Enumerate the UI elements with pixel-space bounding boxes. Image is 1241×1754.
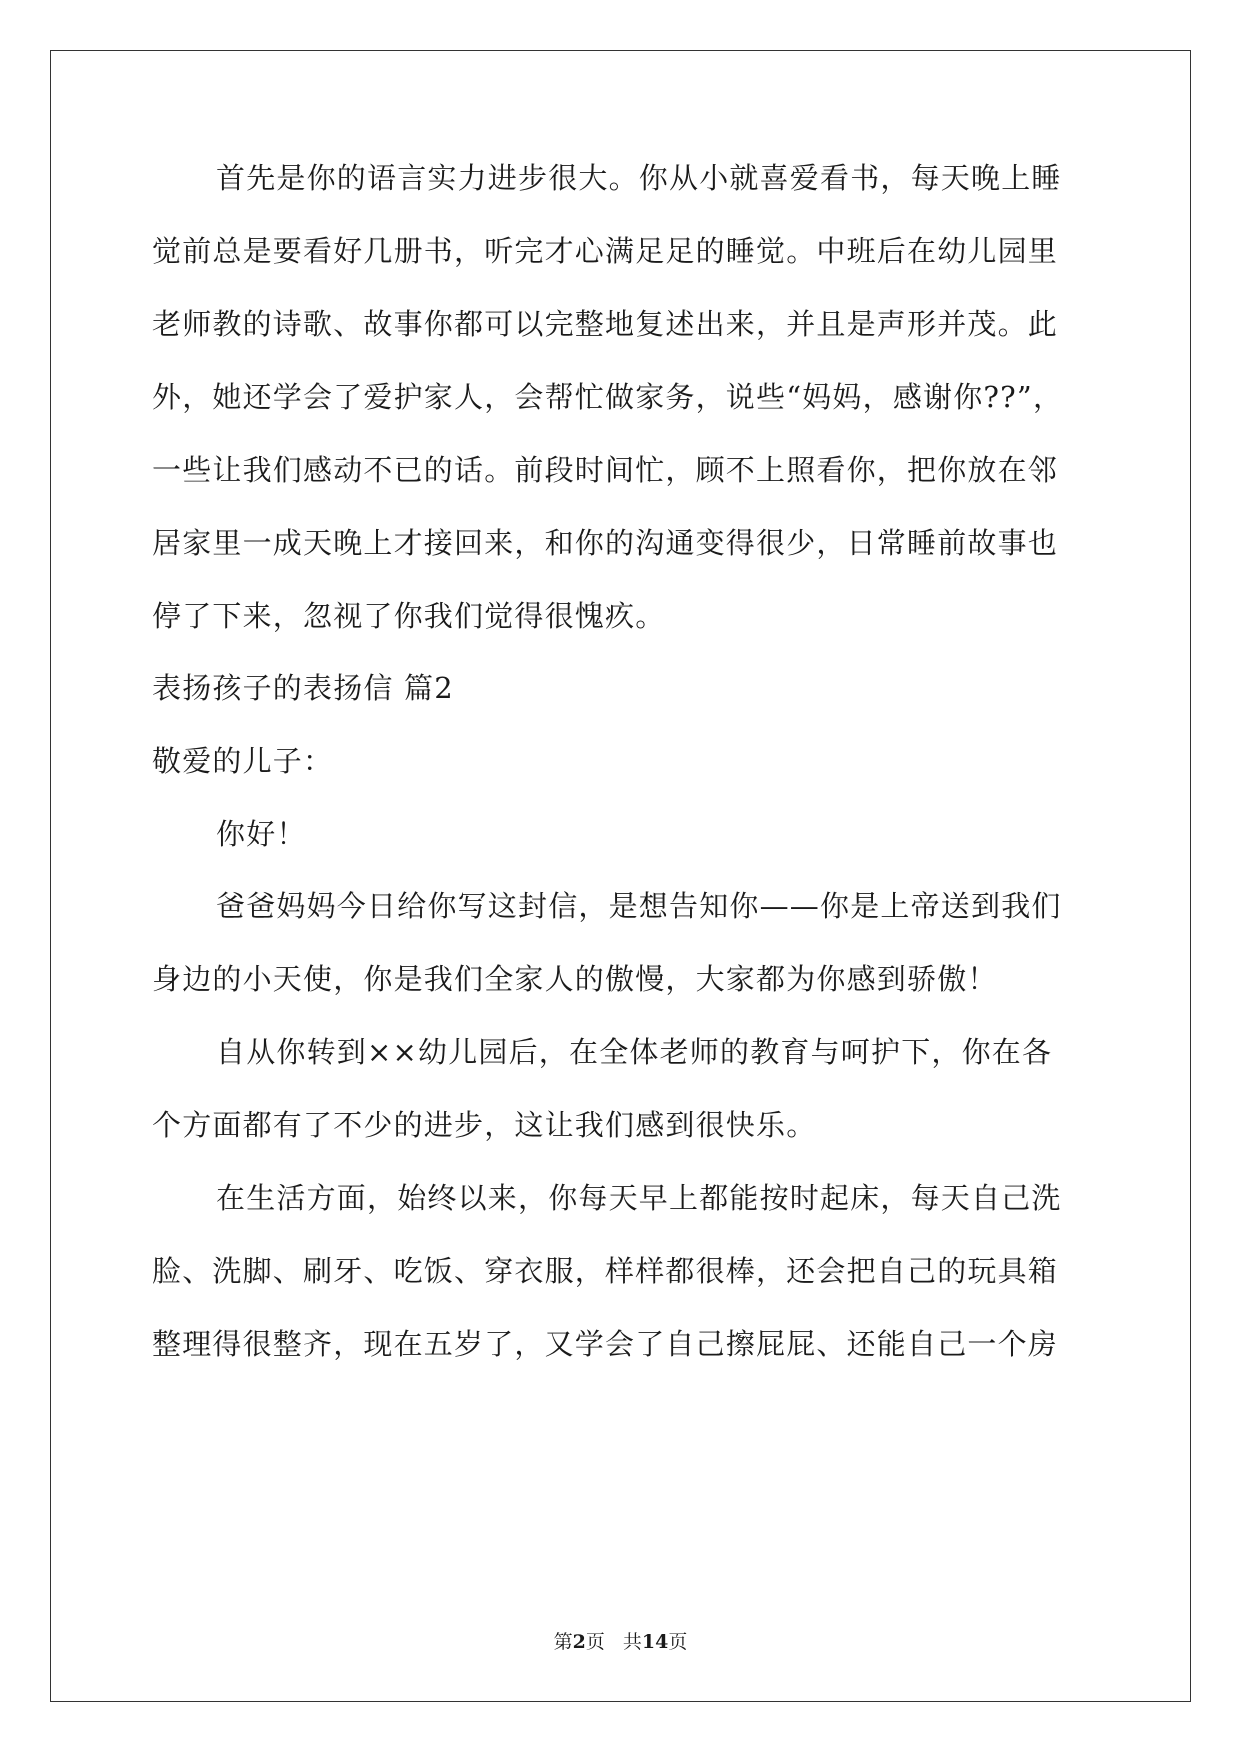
salutation: 敬爱的儿子： [152, 744, 334, 778]
total-prefix: 共 [622, 1631, 642, 1653]
paragraph-line: 在生活方面，始终以来，你每天早上都能按时起床，每天自己洗 [216, 1181, 1062, 1215]
paragraph-line: 老师教的诗歌、故事你都可以完整地复述出来，并且是声形并茂。此 [152, 307, 1059, 341]
paragraph-line: 整理得很整齐，现在五岁了，又学会了自己擦屁屁、还能自己一个房 [152, 1327, 1059, 1361]
page-prefix: 第 [553, 1631, 573, 1653]
total-pages: 14 [641, 1631, 669, 1653]
page-border [50, 50, 1191, 1702]
paragraph-line: 居家里一成天晚上才接回来，和你的沟通变得很少，日常睡前故事也 [152, 526, 1059, 560]
page-footer [0, 1630, 1241, 1654]
paragraph-line: 脸、洗脚、刷牙、吃饭、穿衣服，样样都很棒，还会把自己的玩具箱 [152, 1254, 1059, 1288]
paragraph-line: 停了下来，忽视了你我们觉得很愧疚。 [152, 599, 666, 633]
paragraph-line: 爸爸妈妈今日给你写这封信，是想告知你——你是上帝送到我们 [216, 889, 1062, 923]
page-number: 2 [572, 1631, 586, 1653]
greeting: 你好！ [216, 817, 307, 851]
paragraph-line: 自从你转到××幼儿园后，在全体老师的教育与呵护下，你在各 [216, 1035, 1053, 1069]
paragraph-line: 外，她还学会了爱护家人，会帮忙做家务，说些“妈妈，感谢你??”， [152, 380, 1064, 414]
total-suffix: 页 [668, 1631, 688, 1653]
paragraph-line: 首先是你的语言实力进步很大。你从小就喜爱看书，每天晚上睡 [216, 161, 1062, 195]
paragraph-line: 身边的小天使，你是我们全家人的傲慢，大家都为你感到骄傲！ [152, 962, 998, 996]
paragraph-line: 个方面都有了不少的进步，这让我们感到很快乐。 [152, 1108, 817, 1142]
page-suffix: 页 [585, 1631, 605, 1653]
paragraph-line: 一些让我们感动不已的话。前段时间忙，顾不上照看你，把你放在邻 [152, 453, 1059, 487]
section-heading: 表扬孩子的表扬信 篇2 [152, 671, 454, 705]
paragraph-line: 觉前总是要看好几册书，听完才心满足足的睡觉。中班后在幼儿园里 [152, 234, 1059, 268]
